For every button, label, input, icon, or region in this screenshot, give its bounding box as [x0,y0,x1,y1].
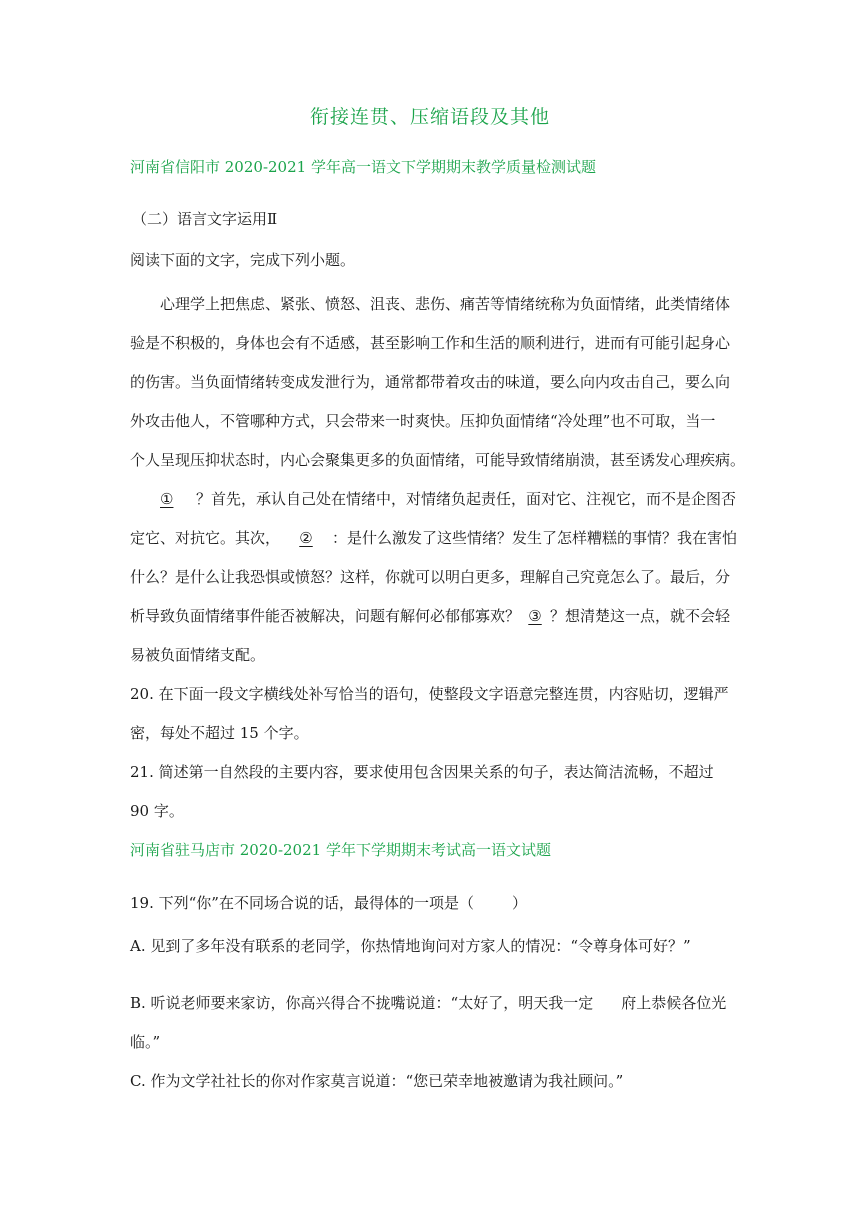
passage-text: 析导致负面情绪事件能否被解决，问题有解何必郁郁寡欢？ [130,607,521,625]
question-text: ） [511,894,527,912]
passage-line: 的伤害。当负面情绪转变成发泄行为，通常都带着攻击的味道，要么向内攻击自己，要么向 [130,373,731,391]
reading-instruction: 阅读下面的文字，完成下列小题。 [130,251,356,269]
question-21-cont: 90 字。 [130,802,184,820]
option-a: A. 见到了多年没有联系的老同学，你热情地询问对方家人的情况：“令尊身体可好？” [130,937,691,955]
passage-text: ？想清楚这一点，就不会轻 [550,607,731,625]
option-text: 府上恭候各位光 [621,994,727,1012]
passage-text: 定它、对抗它。其次， [130,529,281,547]
passage-line: 验是不积极的，身体也会有不适感，甚至影响工作和生活的顺利进行，进而有可能引起身心 [130,334,731,352]
section-label: （二）语言文字运用Ⅱ [132,210,278,228]
fill-blank-3: ③ [528,607,542,625]
page-title: 衔接连贯、压缩语段及其他 [309,106,550,128]
passage-line [130,606,730,626]
passage-line: 个人呈现压抑状态时，内心会聚集更多的负面情绪，可能导致情绪崩溃，甚至诱发心理疾病。 [130,451,746,469]
option-text: B. 听说老师要来家访，你高兴得合不拢嘴说道：“太好了，明天我一定 [130,994,594,1012]
source-heading-xinyang: 河南省信阳市 2020-2021 学年高一语文下学期期末教学质量检测试题 [130,158,596,176]
passage-line [160,489,736,509]
passage-line: 什么？是什么让我恐惧或愤怒？这样，你就可以明白更多，理解自己究竟怎么了。最后，分 [130,568,731,586]
fill-blank-2: ② [299,529,313,547]
question-20: 20. 在下面一段文字横线处补写恰当的语句，使整段文字语意完整连贯，内容贴切，逻辑严 [130,685,729,703]
passage-line: 心理学上把焦虑、紧张、愤怒、沮丧、悲伤、痛苦等情绪统称为负面情绪，此类情绪体 [160,295,731,313]
question-20-cont: 密，每处不超过 15 个字。 [130,724,309,742]
option-b-cont: 临。” [130,1033,161,1051]
option-c: C. 作为文学社社长的你对作家莫言说道：“您已荣幸地被邀请为我社顾问。” [130,1072,624,1090]
passage-line: 易被负面情绪支配。 [130,646,266,664]
question-21: 21. 简述第一自然段的主要内容，要求使用包含因果关系的句子，表达简洁流畅，不超过 [130,763,714,781]
fill-blank-1: ① [160,490,174,508]
question-text: 19. 下列“你”在不同场合说的话，最得体的一项是（ [130,894,474,912]
source-heading-zhumadian: 河南省驻马店市 2020-2021 学年下学期期末考试高一语文试题 [130,841,551,859]
passage-text: ：是什么激发了这些情绪？发生了怎样糟糕的事情？我在害怕 [332,529,738,547]
passage-line: 外攻击他人，不管哪种方式，只会带来一时爽快。压抑负面情绪“冷处理”也不可取，当一 [130,412,716,430]
question-19 [130,893,527,913]
option-b [130,993,726,1013]
passage-text: ？首先，承认自己处在情绪中，对情绪负起责任，面对它、注视它，而不是企图否 [196,490,737,508]
passage-line [130,528,737,548]
